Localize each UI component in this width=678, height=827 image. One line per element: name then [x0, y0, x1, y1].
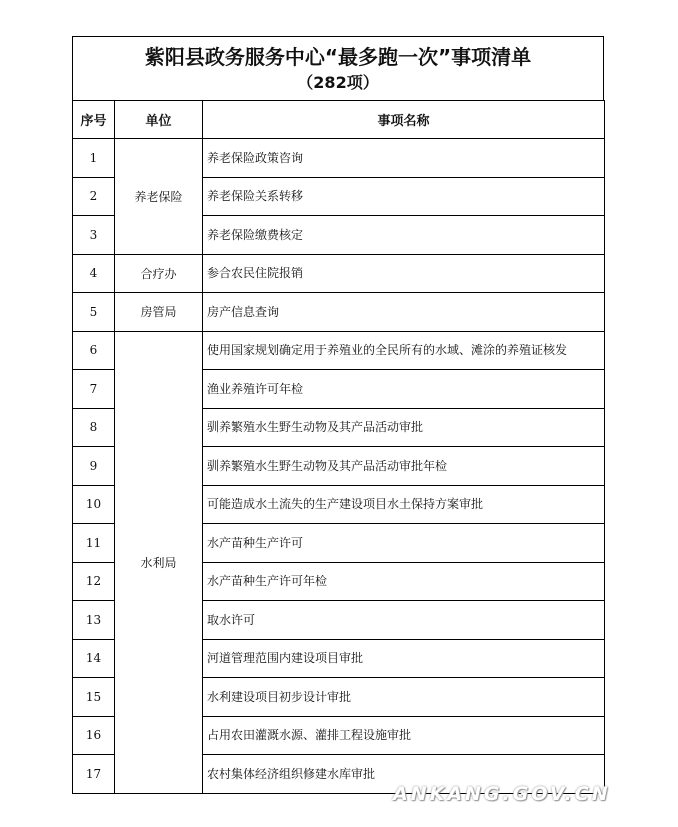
table-body: [73, 139, 605, 794]
row-index: 8: [73, 408, 115, 447]
row-index: 4: [73, 254, 115, 293]
row-item-name: 水产苗种生产许可年检: [203, 562, 605, 601]
row-index: 16: [73, 716, 115, 755]
row-item-name: 占用农田灌溉水源、灌排工程设施审批: [203, 716, 605, 755]
row-index: 17: [73, 755, 115, 794]
header-index: 序号: [73, 101, 115, 139]
row-index: 14: [73, 639, 115, 678]
row-index: 10: [73, 485, 115, 524]
title-block: [72, 36, 604, 100]
row-item-name: 驯养繁殖水生野生动物及其产品活动审批: [203, 408, 605, 447]
table-row: [73, 293, 605, 332]
row-item-name: 水产苗种生产许可: [203, 524, 605, 563]
row-index: 7: [73, 370, 115, 409]
row-item-name: 取水许可: [203, 601, 605, 640]
header-unit: 单位: [115, 101, 203, 139]
row-index: 2: [73, 177, 115, 216]
row-index: 12: [73, 562, 115, 601]
row-index: 3: [73, 216, 115, 255]
row-item-name: 使用国家规划确定用于养殖业的全民所有的水域、滩涂的养殖证核发: [203, 331, 605, 370]
row-item-name: 养老保险政策咨询: [203, 139, 605, 178]
row-item-name: 可能造成水土流失的生产建设项目水土保持方案审批: [203, 485, 605, 524]
row-unit: 房管局: [115, 293, 203, 332]
row-index: 5: [73, 293, 115, 332]
document-subtitle: （282项）: [297, 73, 379, 92]
document-sheet: [72, 36, 604, 794]
row-index: 13: [73, 601, 115, 640]
table-row: [73, 331, 605, 370]
row-item-name: 养老保险关系转移: [203, 177, 605, 216]
row-unit: 养老保险: [115, 139, 203, 255]
row-item-name: 水利建设项目初步设计审批: [203, 678, 605, 717]
row-item-name: 驯养繁殖水生野生动物及其产品活动审批年检: [203, 447, 605, 486]
document-title: 紫阳县政务服务中心“最多跑一次”事项清单: [144, 45, 532, 69]
header-item: 事项名称: [203, 101, 605, 139]
table-row: [73, 254, 605, 293]
row-item-name: 农村集体经济组织修建水库审批: [203, 755, 605, 794]
row-item-name: 河道管理范围内建设项目审批: [203, 639, 605, 678]
row-item-name: 渔业养殖许可年检: [203, 370, 605, 409]
items-table: [72, 100, 605, 794]
row-unit: 水利局: [115, 331, 203, 793]
row-index: 11: [73, 524, 115, 563]
row-index: 9: [73, 447, 115, 486]
site-watermark: ANKANG.GOV.CN: [393, 783, 611, 805]
row-unit: 合疗办: [115, 254, 203, 293]
row-index: 15: [73, 678, 115, 717]
row-item-name: 房产信息查询: [203, 293, 605, 332]
row-item-name: 参合农民住院报销: [203, 254, 605, 293]
row-index: 1: [73, 139, 115, 178]
table-header-row: [73, 101, 605, 139]
table-row: [73, 139, 605, 178]
row-index: 6: [73, 331, 115, 370]
row-item-name: 养老保险缴费核定: [203, 216, 605, 255]
